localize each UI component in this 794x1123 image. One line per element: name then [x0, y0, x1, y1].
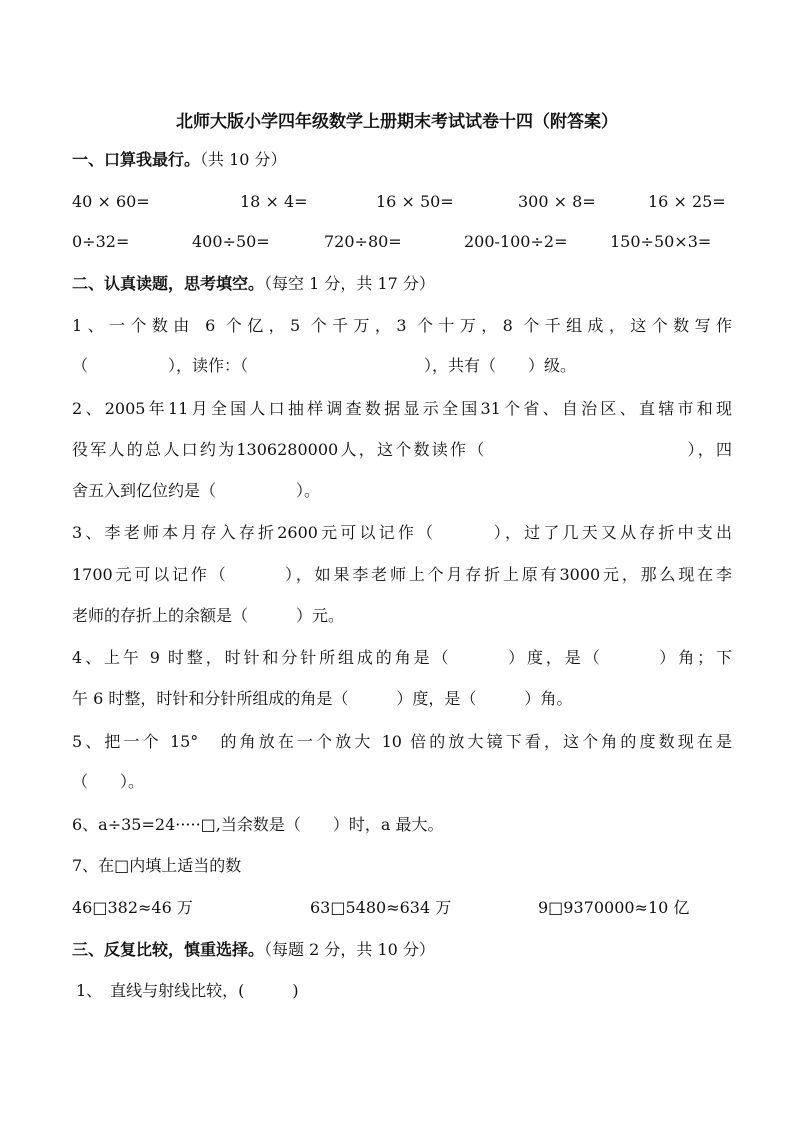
calc-item: 150÷50×3= [610, 232, 712, 251]
calc-item: 16 × 50= [376, 192, 454, 211]
fill-item: 9□9370000≈10 亿 [538, 898, 690, 917]
section-1-heading: 一、口算我最行。（共 10 分） [72, 150, 287, 169]
question-text: 1700元可以记作（ ），如果李老师上个月存折上原有3000元，那么现在李 [72, 565, 732, 584]
question-text: （ ）。 [72, 772, 145, 791]
question-text: 役军人的总人口约为1306280000人，这个数读作（ ），四 [72, 440, 732, 459]
question-text: 老师的存折上的余额是（ ）元。 [72, 606, 345, 625]
calc-item: 200-100÷2= [464, 232, 568, 251]
question-text: 舍五入到亿位约是（ ）。 [72, 481, 321, 500]
calc-item: 720÷80= [324, 232, 402, 251]
calc-item: 16 × 25= [648, 192, 726, 211]
question-text: 5、把一个 15° 的角放在一个放大 10 倍的放大镜下看，这个角的度数现在是 [72, 732, 732, 751]
fill-item: 46□382≈46 万 [72, 898, 193, 917]
question-text: （ ），读作：（ ），共有（ ）级。 [72, 356, 577, 375]
question-text: 1、 直线与射线比较，( ) [76, 981, 299, 1000]
calc-item: 18 × 4= [240, 192, 308, 211]
calc-item: 400÷50= [192, 232, 270, 251]
calc-item: 0÷32= [72, 232, 130, 251]
fill-item: 63□5480≈634 万 [310, 898, 452, 917]
question-text: 6、a÷35=24·····□,当余数是（ ）时，a 最大。 [72, 815, 444, 834]
question-text: 午 6 时整，时针和分针所组成的角是（ ）度，是（ ）角。 [72, 689, 573, 708]
calc-item: 300 × 8= [518, 192, 596, 211]
question-text: 3、李老师本月存入存折2600元可以记作（ ），过了几天又从存折中支出 [72, 523, 732, 542]
question-text: 4、上午 9 时整，时针和分针所组成的角是（ ）度，是（ ）角；下 [72, 648, 732, 667]
section-3-heading: 三、反复比较，慎重选择。（每题 2 分，共 10 分） [72, 940, 435, 959]
page-title: 北师大版小学四年级数学上册期末考试试卷十四（附答案） [176, 112, 618, 132]
section-2-heading: 二、认真读题，思考填空。（每空 1 分，共 17 分） [72, 274, 435, 293]
question-text: 7、在□内填上适当的数 [72, 856, 242, 875]
calc-item: 40 × 60= [72, 192, 150, 211]
question-text: 1、一个数由 6 个亿，5 个千万，3 个十万，8 个千组成，这个数写作 [72, 316, 732, 335]
question-text: 2、2005年11月全国人口抽样调查数据显示全国31个省、自治区、直辖市和现 [72, 399, 732, 418]
